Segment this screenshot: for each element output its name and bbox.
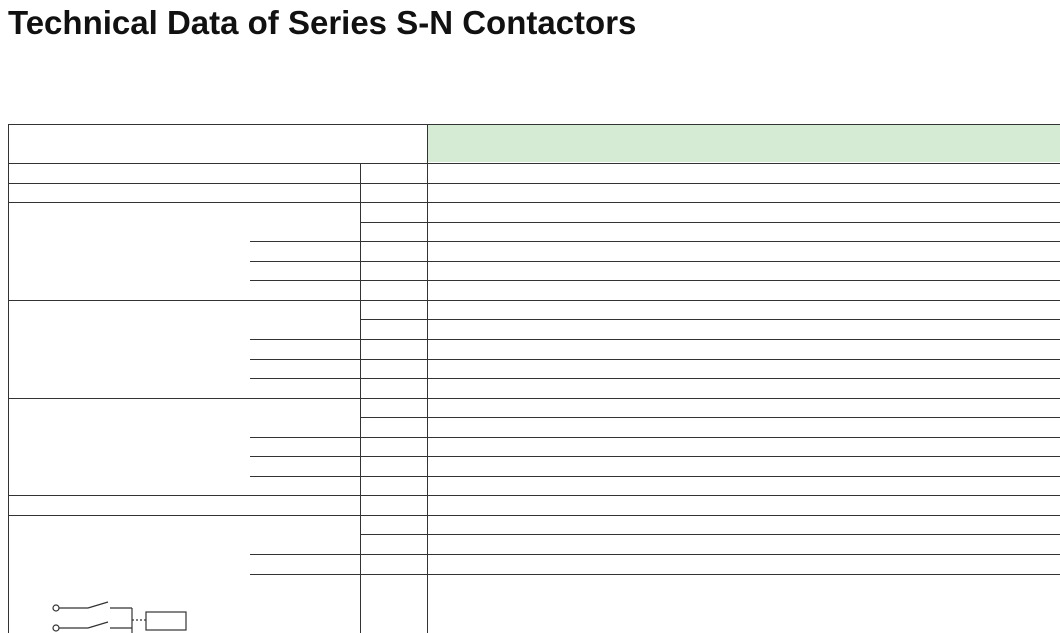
table-rule xyxy=(360,534,1060,535)
table-rule xyxy=(250,437,1060,438)
table-rule xyxy=(8,202,1060,203)
table-rule xyxy=(8,300,1060,301)
table-rule xyxy=(250,241,1060,242)
table-rule xyxy=(250,554,1060,555)
table-rule xyxy=(250,339,1060,340)
table-rule xyxy=(8,163,1060,164)
table-rule xyxy=(427,124,428,633)
table-rule xyxy=(8,495,1060,496)
table-rule xyxy=(250,359,1060,360)
table-rule xyxy=(360,417,1060,418)
table-rule xyxy=(250,261,1060,262)
table-rule xyxy=(8,183,1060,184)
table-rule xyxy=(250,456,1060,457)
contactor-diagram-icon xyxy=(50,598,200,633)
table-rule xyxy=(250,476,1060,477)
table-rule xyxy=(250,280,1060,281)
table-rule xyxy=(8,124,1060,125)
table-rule xyxy=(360,222,1060,223)
table-rule xyxy=(8,124,9,633)
table-rule xyxy=(250,574,1060,575)
page-title: Technical Data of Series S-N Contactors xyxy=(8,4,637,41)
header-shading xyxy=(428,124,1060,162)
table-rule xyxy=(360,163,361,633)
table-rule xyxy=(8,515,1060,516)
table-rule xyxy=(360,319,1060,320)
table-rule xyxy=(250,378,1060,379)
table-rule xyxy=(8,398,1060,399)
